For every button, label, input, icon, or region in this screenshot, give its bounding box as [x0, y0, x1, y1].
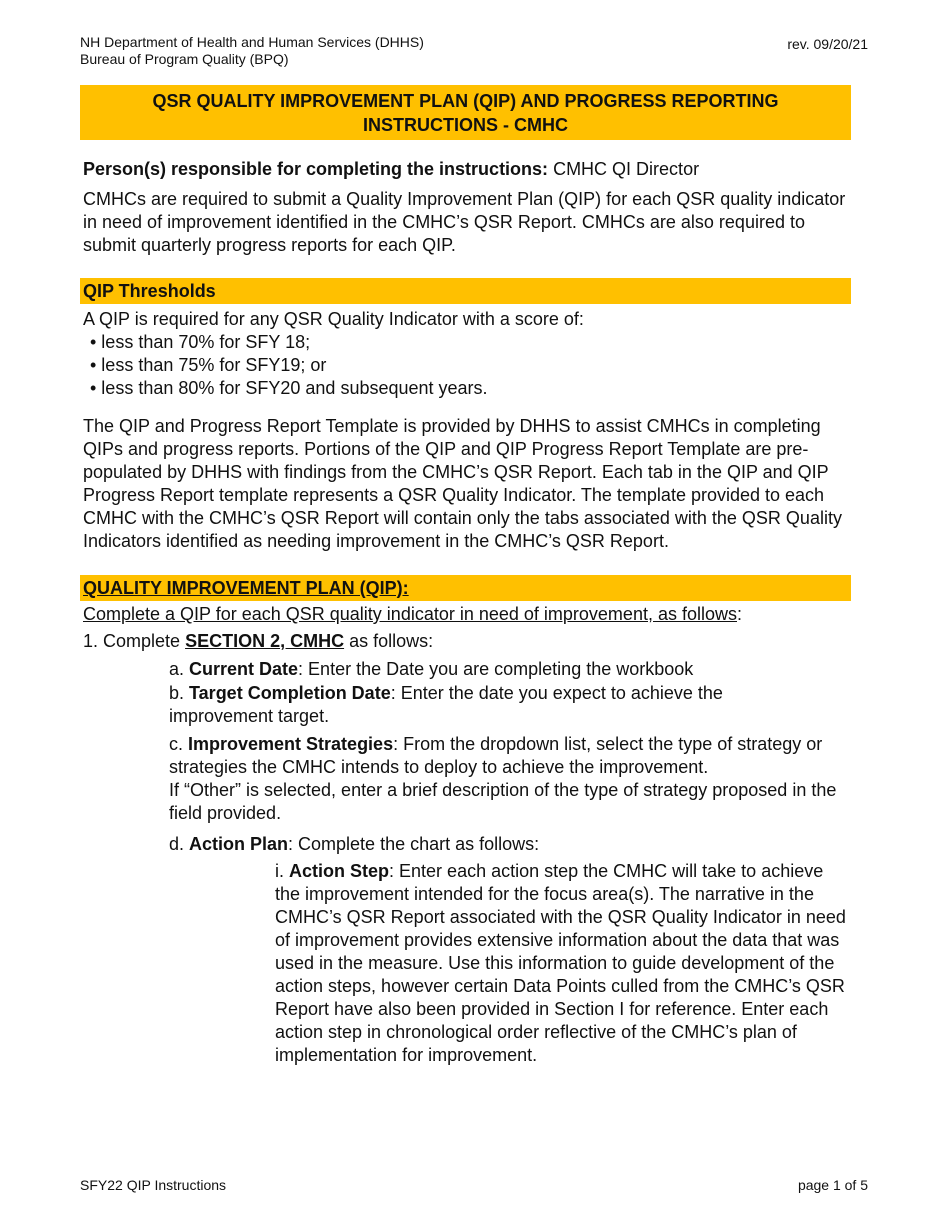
qip-lead-text: Complete a QIP for each QSR quality indicator in need of improvement, as follows [83, 604, 737, 624]
step-a-text: : Enter the Date you are completing the workbook [298, 659, 694, 679]
header-revision: rev. 09/20/21 [787, 36, 868, 52]
step-i [275, 860, 853, 1067]
template-paragraph: The QIP and Progress Report Template is provided by DHHS to assist CMHCs in completing QIPs and progress reports. Portions of the QIP and QIP Progress Report Template are pre-populated by DHHS with findings from the CMHC’s QSR Report. Each tab in the QIP and QIP Progress Report template represents a QSR Quality Indicator. The template provided to each CMHC with the CMHC’s QSR Report will contain only the tabs associated with the QSR Quality Indicators identified as needing improvement in the CMHC’s QSR Report. [83, 416, 842, 551]
step-i-label: Action Step [289, 861, 390, 881]
threshold-item: • less than 70% for SFY 18; [90, 332, 311, 352]
step-1 [83, 630, 853, 653]
step-i-prefix: i. [275, 861, 290, 881]
step-d-text: : Complete the chart as follows: [288, 834, 540, 854]
step-i-text: : Enter each action step the CMHC will take to achieve the improvement intended for the focus area(s). The narrative in the CMHC’s QSR Report associated with the QSR Quality Indicator in need of improvement provides extensive information about the data that was used in the measure. Use this information to guide development of the action steps, however certain Data Points culled from the CMHC’s QSR Report have also been provided in Section I for reference. Enter each action step in chronological order reflective of the CMHC’s plan of implementation for improvement. [275, 861, 846, 1065]
responsible-label: Person(s) responsible for completing the instructions: [83, 159, 549, 179]
responsible-value: CMHC QI Director [548, 159, 700, 179]
header-org [80, 34, 424, 68]
header-org-line2: Bureau of Program Quality (BPQ) [80, 51, 289, 67]
step-b-prefix: b. [169, 683, 190, 703]
qip-lead-colon: : [737, 604, 743, 624]
step-b-label: Target Completion Date [189, 683, 391, 703]
qip-lead [83, 603, 853, 626]
step-b [169, 682, 769, 728]
step-1-section: SECTION 2, CMHC [185, 631, 345, 651]
step-c [169, 733, 859, 825]
threshold-item: • less than 75% for SFY19; or [90, 355, 327, 375]
threshold-item: • less than 80% for SFY20 and subsequent years. [90, 378, 488, 398]
step-1-suffix: as follows: [344, 631, 434, 651]
step-d-label: Action Plan [189, 834, 289, 854]
step-c-main [169, 733, 859, 779]
title-line2: INSTRUCTIONS - CMHC [363, 115, 568, 135]
thresholds-lead: A QIP is required for any QSR Quality Indicator with a score of: [83, 309, 584, 329]
footer-doc-name: SFY22 QIP Instructions [80, 1177, 227, 1193]
step-1-prefix: 1. Complete [83, 631, 186, 651]
step-a-label: Current Date [189, 659, 299, 679]
step-d [169, 833, 859, 856]
step-d-prefix: d. [169, 834, 190, 854]
thresholds-list [90, 331, 488, 400]
footer-page-number: page 1 of 5 [797, 1177, 868, 1193]
step-c-text: : From the dropdown list, select the type of strategy or strategies the CMHC intends to deploy to achieve the improvement. [169, 734, 823, 777]
step-c-label: Improvement Strategies [188, 734, 394, 754]
thresholds-heading: QIP Thresholds [80, 278, 851, 304]
document-title [80, 85, 851, 140]
step-a-prefix: a. [169, 659, 190, 679]
header-org-line1: NH Department of Health and Human Services (DHHS) [80, 34, 424, 50]
step-a [169, 658, 859, 681]
responsible-line [83, 159, 699, 180]
intro-paragraph: CMHCs are required to submit a Quality Improvement Plan (QIP) for each QSR quality indicator in need of improvement identified in the CMHC’s QSR Report. CMHCs are also required to submit quarterly progress reports for each QIP. [83, 189, 846, 255]
qip-heading: QUALITY IMPROVEMENT PLAN (QIP): [80, 575, 851, 601]
step-c-prefix: c. [169, 734, 189, 754]
step-c-other: If “Other” is selected, enter a brief description of the type of strategy proposed in the field provided. [169, 780, 837, 823]
title-line1: QSR QUALITY IMPROVEMENT PLAN (QIP) AND PROGRESS REPORTING [152, 91, 779, 111]
step-b-text: : Enter the date you expect to achieve the improvement target. [169, 683, 723, 726]
